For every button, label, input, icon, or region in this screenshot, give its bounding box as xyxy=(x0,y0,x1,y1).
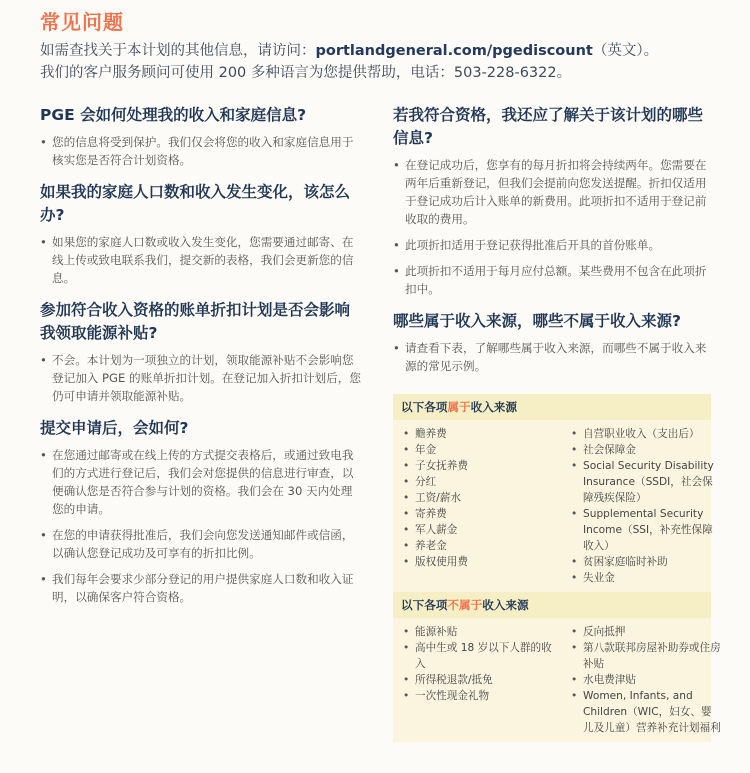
list-item: • 赡养费 xyxy=(403,426,553,442)
list-item: • 子女抚养费 xyxy=(403,458,553,474)
list-item: • 工资/薪水 xyxy=(403,490,553,506)
list-item: • 第八款联邦房屋补助券或住房补贴 xyxy=(571,640,721,672)
faq-heading-changes: 如果我的家庭人口数和收入发生变化，该怎么办? xyxy=(40,183,351,224)
list-item: • 如果您的家庭人口数或收入发生变化，您需要通过邮寄、在线上传或致电联系我们，提交新的表格，我们会更新您的信息。 xyxy=(40,233,362,287)
list-item: • 能源补贴 xyxy=(403,624,553,640)
list-item: • Women, Infants, and Children（WIC，妇女、婴儿及儿童）营养补充计划福利 xyxy=(571,688,721,736)
faq-heading-after-apply: 提交申请后，会如何? xyxy=(40,419,189,437)
program-link[interactable]: portlandgeneral.com/pgediscount xyxy=(315,43,593,59)
excluded-income-list xyxy=(393,618,721,742)
page-title: 常见问题 xyxy=(40,10,124,34)
faq-list-after-apply xyxy=(40,446,362,606)
faq-list-eligibility-info xyxy=(393,156,715,298)
faq-heading-income-sources: 哪些属于收入来源，哪些不属于收入来源? xyxy=(393,312,681,330)
left-column xyxy=(40,104,362,618)
included-income-list xyxy=(393,420,714,592)
list-item: • 此项折扣适用于登记获得批准后开具的首份账单。 xyxy=(393,236,715,254)
faq-heading-eligibility-info: 若我符合资格，我还应了解关于该计划的哪些信息? xyxy=(393,106,704,147)
list-item: • Social Security Disability Insurance（SSDI，社会保障残疾保险） xyxy=(571,458,721,506)
list-item: • Supplemental Security Income（SSI，补充性保障收入） xyxy=(571,506,721,554)
intro-line2: 我们的客户服务顾问可使用 200 多种语言为您提供帮助，电话：503-228-6322。 xyxy=(40,65,572,81)
list-item: • 您的信息将受到保护。我们仅会将您的收入和家庭信息用于核实您是否符合计划资格。 xyxy=(40,133,362,169)
faq-list-energy-assistance xyxy=(40,351,362,405)
intro-line1-before: 如需查找关于本计划的其他信息，请访问： xyxy=(40,43,316,59)
list-item: • 分红 xyxy=(403,474,553,490)
list-item: • 在您通过邮寄或在线上传的方式提交表格后，或通过致电我们的方式进行登记后，我们会对您提供的信息进行审查，以便确认您是否符合参与计划的资格。我们会在 30 天内处理您的申请。 xyxy=(40,446,362,518)
list-item: • 高中生或 18 岁以下人群的收入 xyxy=(403,640,553,672)
excluded-income-header: 以下各项不属于收入来源 xyxy=(393,592,711,618)
list-item: • 贫困家庭临时补助 xyxy=(571,554,721,570)
faq-heading-data-use: PGE 会如何处理我的收入和家庭信息? xyxy=(40,106,307,124)
faq-list-changes xyxy=(40,233,362,287)
list-item: • 不会。本计划为一项独立的计划，领取能源补贴不会影响您登记加入 PGE 的账单折扣计划。在登记加入折扣计划后，您仍可申请并领取能源补贴。 xyxy=(40,351,362,405)
faq-heading-energy-assistance: 参加符合收入资格的账单折扣计划是否会影响我领取能源补贴? xyxy=(40,301,351,342)
list-item: • 失业金 xyxy=(571,570,721,586)
list-item: • 此项折扣不适用于每月应付总额。某些费用不包含在此项折扣中。 xyxy=(393,262,715,298)
list-item: • 年金 xyxy=(403,442,553,458)
list-item: • 在您的申请获得批准后，我们会向您发送通知邮件或信函，以确认您登记成功及可享有的折扣比例。 xyxy=(40,526,362,562)
list-item: • 在登记成功后，您享有的每月折扣将会持续两年。您需要在两年后重新登记，但我们会提前向您发送提醒。折扣仅适用于登记成功后计入账单的新费用。此项折扣不适用于登记前收取的费用。 xyxy=(393,156,715,228)
intro-line1-after: （英文）。 xyxy=(592,43,659,59)
included-income-header: 以下各项属于收入来源 xyxy=(393,394,711,420)
faq-list-income-sources xyxy=(393,339,715,375)
list-item: • 养老金 xyxy=(403,538,553,554)
list-item: • 我们每年会要求少部分登记的用户提供家庭人口数和收入证明，以确保客户符合资格。 xyxy=(40,570,362,606)
list-item: • 反向抵押 xyxy=(571,624,721,640)
list-item: • 水电费津贴 xyxy=(571,672,721,688)
list-item: • 请查看下表，了解哪些属于收入来源，而哪些不属于收入来源的常见示例。 xyxy=(393,339,715,375)
list-item: • 自营职业收入（支出后） xyxy=(571,426,721,442)
list-item: • 社会保障金 xyxy=(571,442,721,458)
list-item: • 所得税退款/抵免 xyxy=(403,672,553,688)
list-item: • 寄养费 xyxy=(403,506,553,522)
intro-text xyxy=(40,40,730,84)
faq-list-data-use xyxy=(40,133,362,169)
list-item: • 版权使用费 xyxy=(403,554,553,570)
list-item: • 军人薪金 xyxy=(403,522,553,538)
right-column xyxy=(393,104,715,387)
income-sources-table xyxy=(393,394,721,742)
list-item: • 一次性现金礼物 xyxy=(403,688,553,704)
